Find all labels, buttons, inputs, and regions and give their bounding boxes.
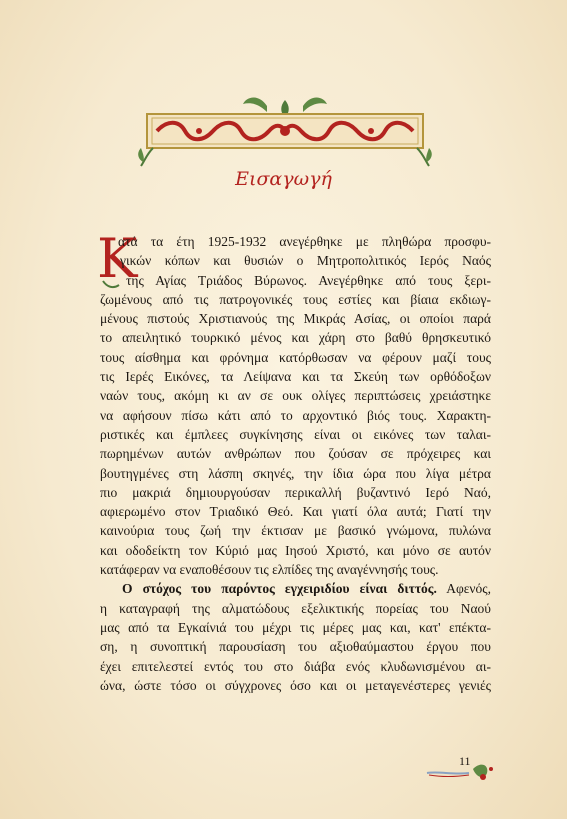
- page-number: 11: [459, 754, 471, 768]
- text-line: ώνα, ώστε τόσο οι σύγχρονες όσο και οι μεταγενέστερες γενιές: [100, 677, 491, 693]
- text-line: και οδοδείκτη τον Κύριό μας Ιησού Χριστό, και μόνο σε αυτόν: [100, 542, 491, 558]
- text-line: πωρημένων αυτών ανθρώπων που ζούσαν σε πρόχειρες και: [100, 446, 491, 462]
- text-line: το απειλητικό τουρκικό μένος και χάρη στο βαθύ θρησκευτικό: [100, 330, 491, 346]
- text-line: να αφήσουν πίσω κάτι από το αρχοντικό βιός τους. Χαρακτη-: [100, 407, 491, 423]
- footer-ornament: [425, 757, 497, 785]
- text-line: [100, 579, 491, 598]
- text-line: βουτηγμένες στη λάσπη σκηνές, την ίδια ώρα που λίγα μέτρα: [100, 465, 491, 481]
- text-line: μένους πιστούς Χριστιανούς της Μικράς Ασίας, οι οποίοι παρά: [100, 311, 491, 327]
- text-line: ατά τα έτη 1925-1932 ανεγέρθηκε με πληθώρα προσφυ-: [118, 234, 491, 249]
- text-line: πιο μακριά δημιουργούσαν περικαλλή βυζαντινό Ιερό Ναό,: [100, 484, 491, 500]
- text-line: ζωμένους από τις πατρογονικές τους εστίες και βίαια εκδιωγ-: [100, 291, 491, 307]
- text-line: τις Ιερές Εικόνες, τα Λείψανα και τα Σκεύη των ορθόδοξων: [100, 369, 491, 385]
- text-line: καινούρια τους ζωή την έκτισαν με βασικό γνώμονα, πυλώνα: [100, 523, 491, 539]
- text-line: μας από τα Εγκαίνιά του μέχρι τις μέρες μας και, κατ' επέκτα-: [100, 619, 491, 635]
- text-line: αφιερωμένο στον Τριαδικό Θεό. Και γιατί όλα αυτά; Γιατί την: [100, 504, 491, 520]
- text-line: τους αίσθημα και φρόνημα κατόρθωσαν να φέρουν μαζί τους: [100, 349, 491, 365]
- thesis-statement: Ο στόχος του παρόντος εγχειριδίου είναι διττός.: [122, 581, 437, 597]
- section-title: Εισαγωγή: [235, 168, 332, 190]
- text-line: ση, η συνοπτική παρουσίαση του αξιοθαύμαστου έργου που: [100, 639, 491, 655]
- text-line: έχει επιτελεστεί εντός του στο διάβα ενός κλυδωνισμένου αι-: [100, 658, 491, 674]
- text-line: ριστικές και έμπλεες συγκίνησης είναι οι εικόνες των ταλαι-: [100, 426, 491, 442]
- body-text: [100, 232, 491, 695]
- text-line: η καταγραφή της αλματώδους εξελικτικής πορείας του Ναού: [100, 600, 491, 616]
- text-line: ναών τους, ακόμη κι αν σε ουκ ολίγες περιπτώσεις χρειάστηκε: [100, 388, 491, 404]
- text-line: της Αγίας Τριάδος Βύρωνος. Ανεγέρθηκε από τους ξερι-: [126, 272, 491, 288]
- dropcap-letter: Κ: [97, 227, 138, 290]
- text-line: γικών κόπων και θυσιών ο Μητροπολιτικός Ιερός Ναός: [120, 253, 491, 269]
- header-ornament: [135, 92, 435, 172]
- text-line: κατάφεραν να εναποθέσουν τις ελπίδες της αναγέννησής τους.: [100, 562, 439, 578]
- thesis-continuation: Αφενός,: [436, 581, 492, 597]
